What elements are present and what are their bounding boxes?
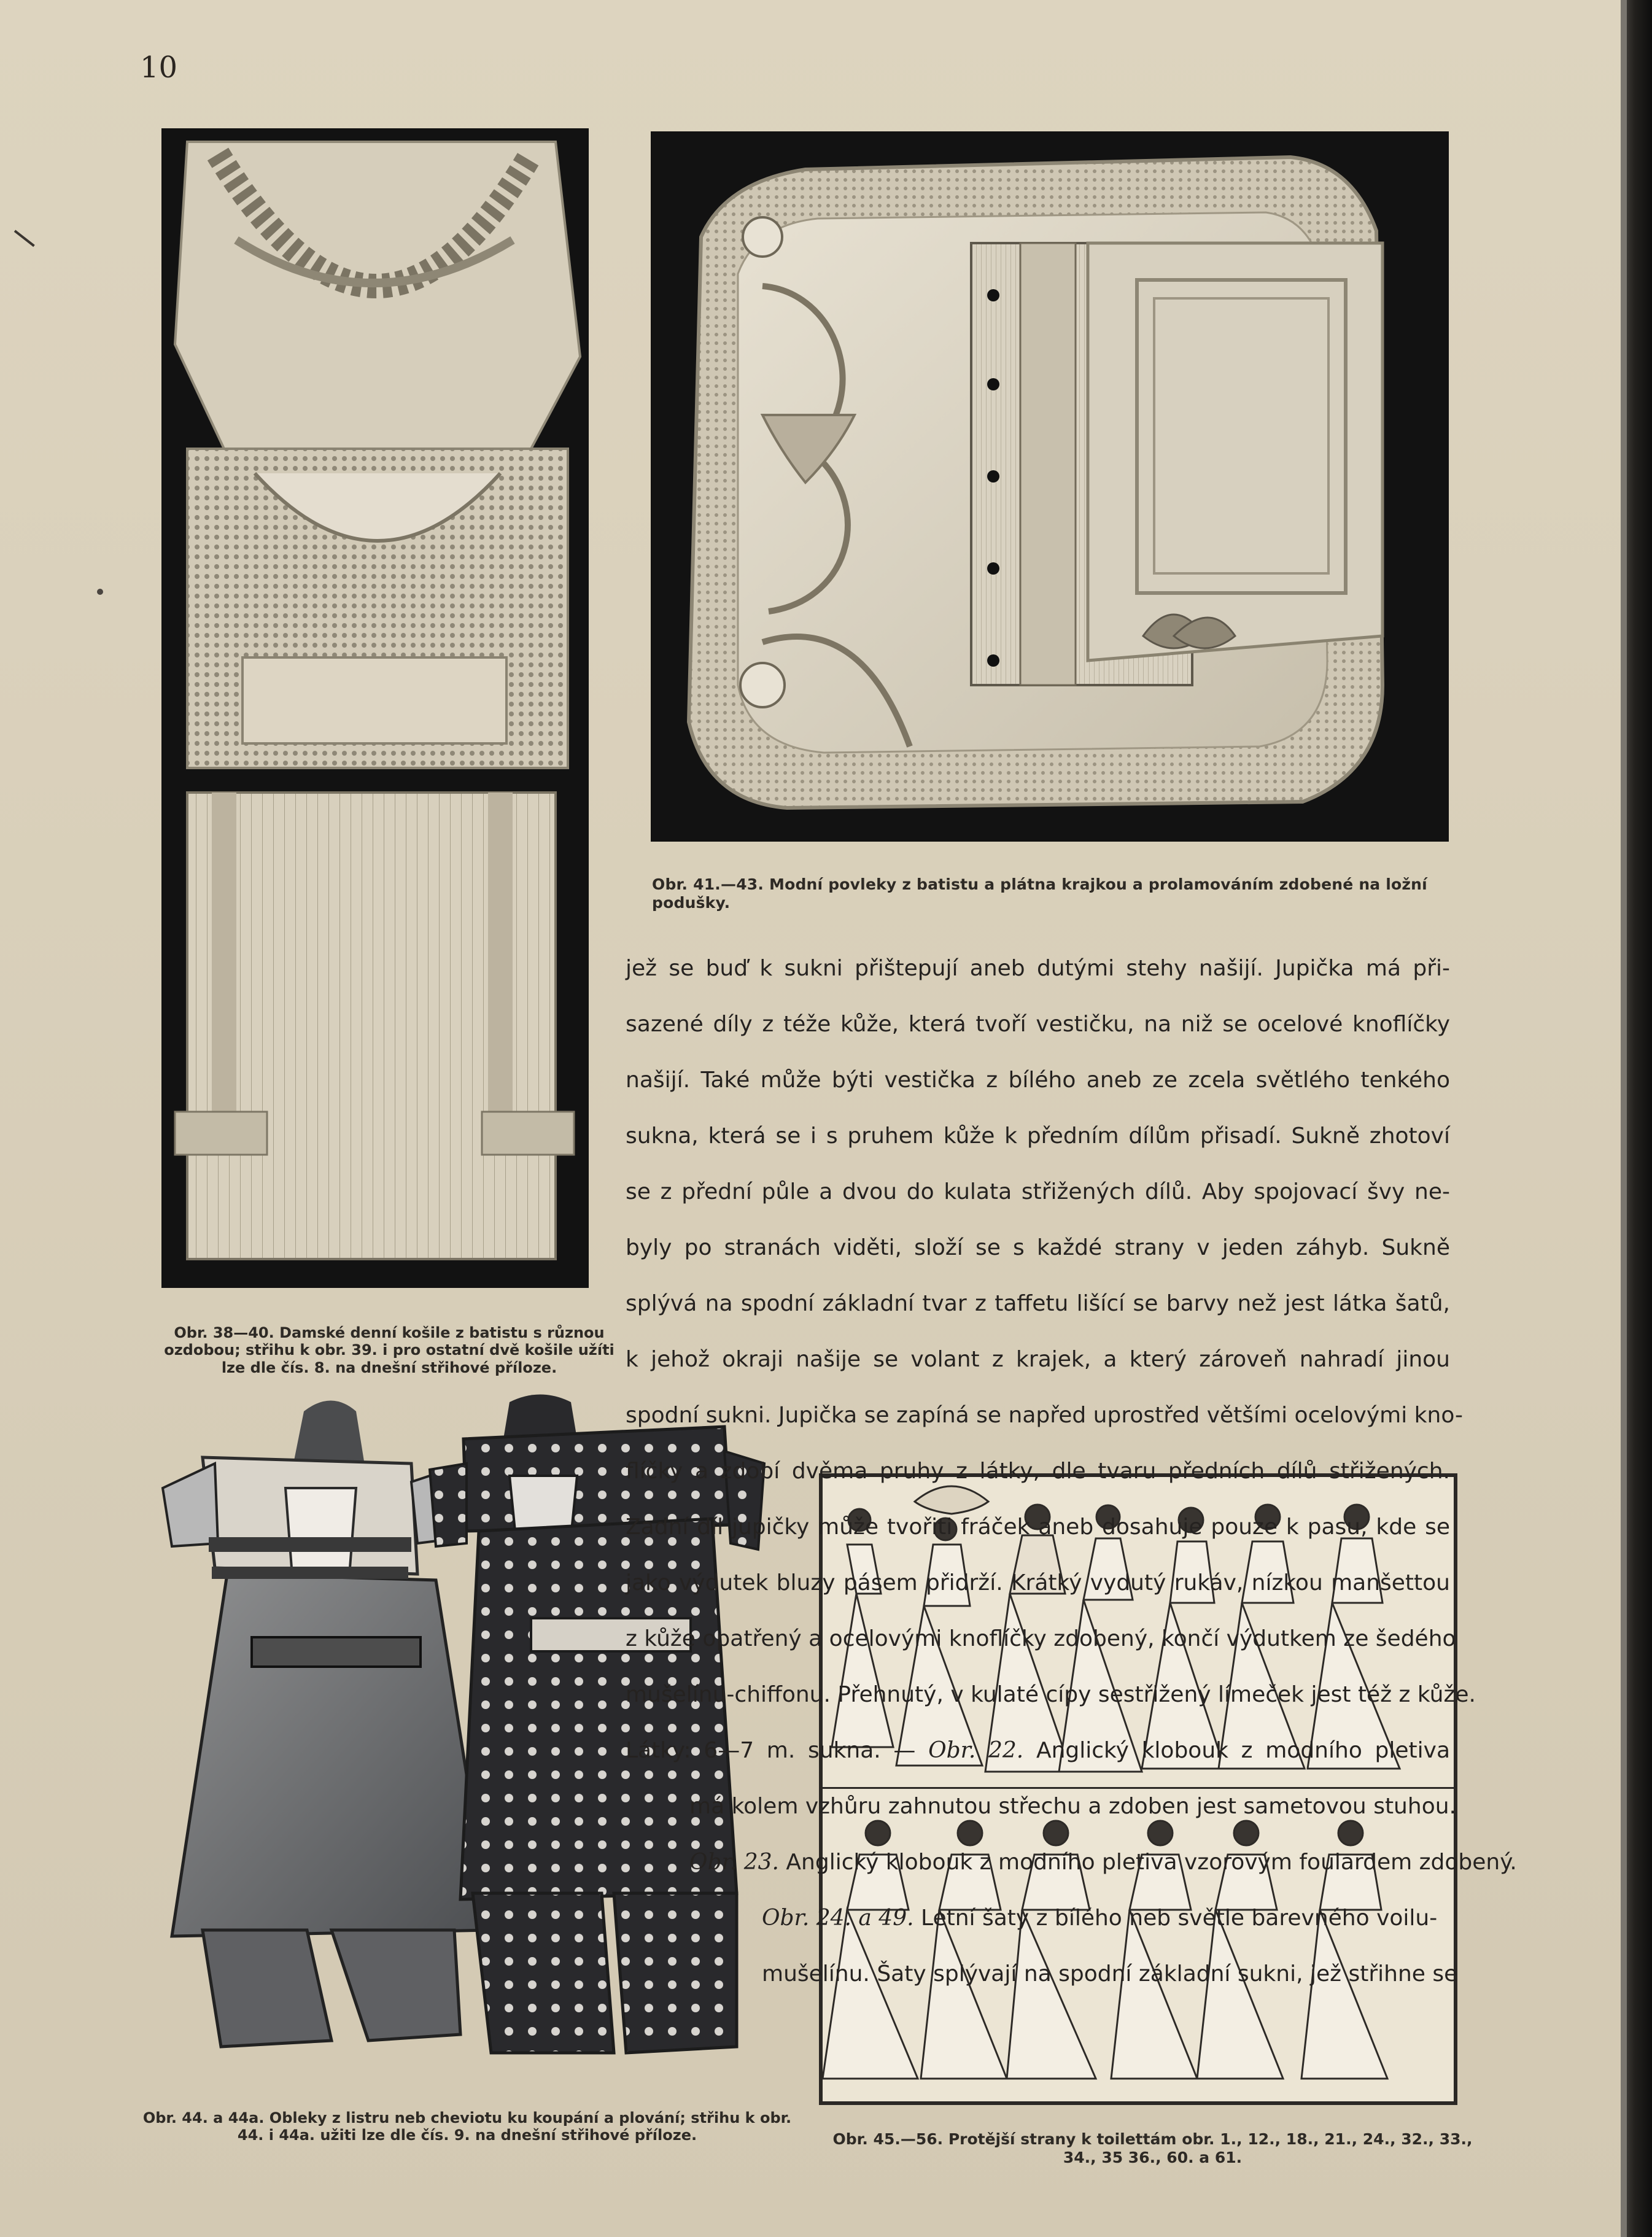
obr22-text: Anglický klobouk z modního pletiva xyxy=(1036,1737,1451,1763)
article-line: spodní sukni. Jupička se zapíná se napřed uprostřed většími ocelovými kno- xyxy=(626,1402,1464,1428)
article-line-obr24 xyxy=(626,1904,1450,1933)
article-line: Zadní díl jupičky může tvořiti fráček aneb dosahuje pouze k pasu, kde se xyxy=(626,1514,1450,1540)
blouses-illustration xyxy=(161,128,589,1288)
article-line: jako výdutek bluzy pásem přidrží. Krátký vydutý rukáv, nízkou manšettou xyxy=(626,1570,1450,1595)
article-line-obr23 xyxy=(626,1848,1517,1877)
bathing-caption: Obr. 44. a 44a. Obleky z listru neb cheviotu ku koupání a plování; střihu k obr. 44. i 44a. užiti lze dle čís. 9. na dnešní střihové příloze. xyxy=(142,2109,792,2144)
article-line: z kůže opatřený a ocelovými knoflíčky zdobený, končí výdutkem ze šedého xyxy=(626,1626,1456,1651)
article-line: našijí. Také může býti vestička z bílého aneb ze zcela světlého tenkého xyxy=(626,1067,1450,1093)
article-line: se z přední půle a dvou do kulata střižených dílů. Aby spojovací švy ne- xyxy=(626,1179,1450,1204)
page-edge-shadow xyxy=(1621,0,1652,2237)
obr23-text: Anglický klobouk z modního pletiva vzorovým foulardem zdobený. xyxy=(786,1849,1517,1875)
obr24-label: Obr. 24. a 49. xyxy=(762,1905,914,1931)
article-line-obr22-cont: má kolem vzhůru zahnutou střechu a zdoben jest sametovou stuhou. xyxy=(689,1793,1456,1819)
article-line: sazené díly z téže kůže, která tvoří vestičku, na niž se ocelové knoflíčky xyxy=(626,1011,1450,1037)
article-line: splývá na spodní základní tvar z taffetu lišící se barvy než jest látka šatů, xyxy=(626,1290,1450,1316)
obr24-text: Letní šaty z bílého neb světle barevného voilu- xyxy=(921,1905,1438,1931)
margin-dot xyxy=(97,589,103,595)
article-line: k jehož okraji našije se volant z krajek, a který zároveň nahradí jinou xyxy=(626,1346,1450,1372)
article-line: sukna, která se i s pruhem kůže k předním dílům přisadí. Sukně zhotoví xyxy=(626,1123,1450,1149)
obr22-label: Obr. 22. xyxy=(928,1737,1024,1763)
article-line: jež se buď k sukni přištepují aneb dutými stehy našijí. Jupička má při- xyxy=(626,955,1450,981)
obr23-label: Obr. 23. xyxy=(689,1849,779,1875)
article-line-latky xyxy=(626,1737,1450,1765)
article-line-obr24-cont: mušelínu. Šaty splývají na spodní základní sukni, jež střihne se xyxy=(762,1961,1458,1987)
pillow-caption: Obr. 41.—43. Modní povleky z batistu a plátna krajkou a prolamováním zdobené na ložní podušky. xyxy=(652,875,1427,912)
fashion-caption: Obr. 45.—56. Protější strany k toilettám obr. 1., 12., 18., 21., 24., 32., 33., 34., 35 36., 60. a 61. xyxy=(832,2130,1473,2166)
pillow-covers-drawing xyxy=(652,133,1449,842)
page-number: 10 xyxy=(140,50,178,85)
blouses-caption: Obr. 38—40. Damské denní košile z batistu s různou ozdobou; střihu k obr. 39. i pro ostatní dvě košile užíti lze dle čís. 8. na dnešní střihové příloze. xyxy=(164,1324,615,1376)
article-line: flíčky a zdobí dvěma pruhy z látky, dle tvaru předních dílů střižených. xyxy=(626,1458,1450,1484)
article-line: mušelínu-chiffonu. Přehnutý, v kulaté cípy sestřižený límeček jest též z kůže. xyxy=(626,1681,1476,1707)
blouses-drawing xyxy=(163,130,589,1288)
article-text xyxy=(626,926,1517,1987)
article-line: byly po stranách viděti, složí se s každé strany v jeden záhyb. Sukně xyxy=(626,1235,1450,1260)
pillow-covers-illustration xyxy=(651,131,1449,842)
margin-mark xyxy=(14,230,35,247)
latky-prefix: Látky: 6—7 m. sukna. — xyxy=(626,1737,916,1763)
